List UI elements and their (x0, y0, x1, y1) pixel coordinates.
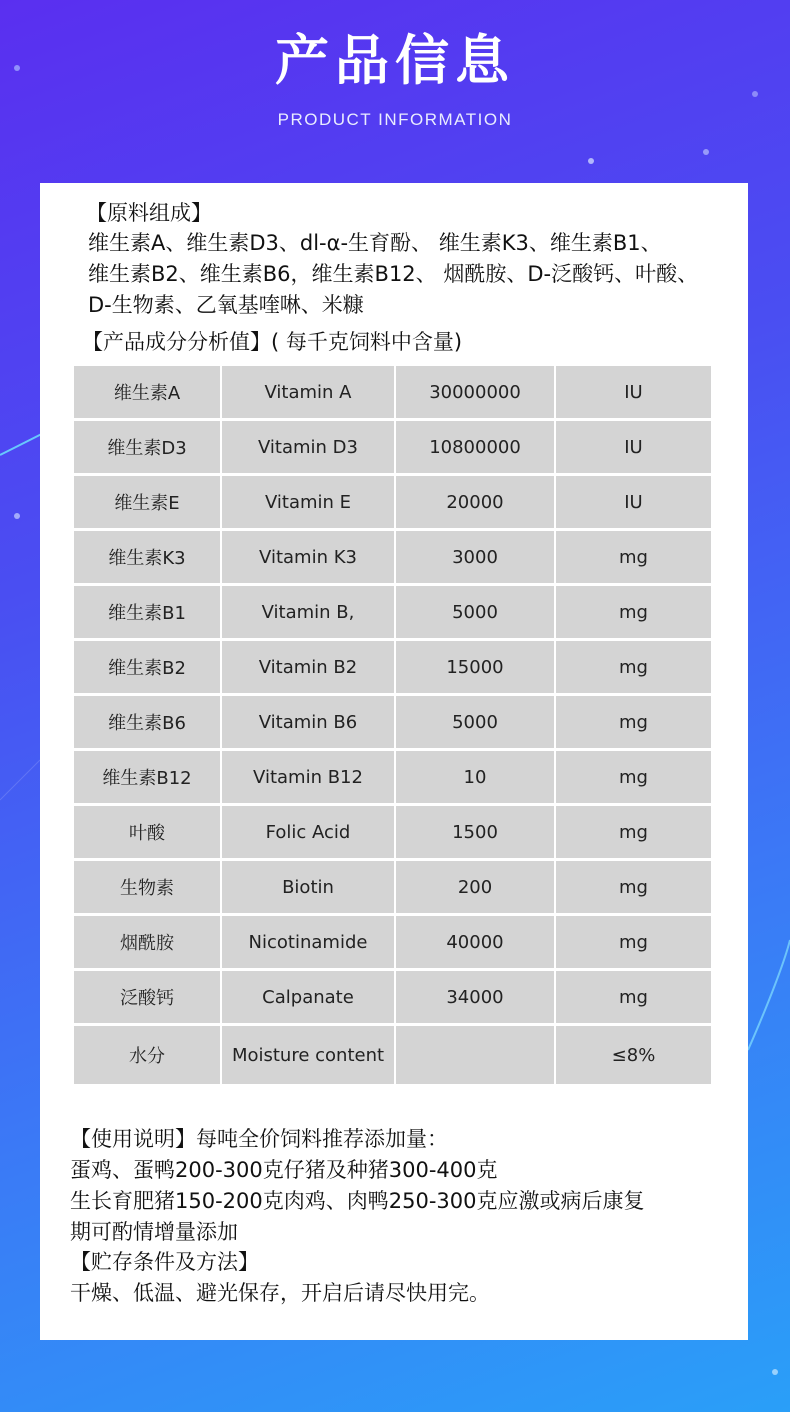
nutrient-value: 3000 (396, 531, 556, 583)
nutrient-value: 200 (396, 861, 556, 913)
nutrient-en-name: Biotin (222, 861, 396, 913)
nutrient-en-name: Calpanate (222, 971, 396, 1023)
nutrient-en-name: Vitamin B, (222, 586, 396, 638)
nutrient-cn-name: 维生素K3 (74, 531, 222, 583)
nutrient-value: 10 (396, 751, 556, 803)
nutrient-cn-name: 烟酰胺 (74, 916, 222, 968)
usage-line: 蛋鸡、蛋鸭200-300克仔猪及种猪300-400克 (70, 1158, 498, 1182)
table-row (74, 751, 711, 803)
table-row (74, 421, 711, 473)
storage-heading: 【贮存条件及方法】 (70, 1250, 259, 1274)
nutrient-cn-name: 泛酸钙 (74, 971, 222, 1023)
composition-heading: 【原料组成】 (86, 201, 212, 225)
nutrient-cn-name: 维生素B2 (74, 641, 222, 693)
nutrient-value: 30000000 (396, 366, 556, 418)
nutrient-unit: IU (556, 366, 711, 418)
nutrient-cn-name: 生物素 (74, 861, 222, 913)
nutrient-value (396, 1026, 556, 1084)
nutrient-unit: mg (556, 751, 711, 803)
nutrient-value: 34000 (396, 971, 556, 1023)
table-row (74, 696, 711, 748)
nutrient-cn-name: 水分 (74, 1026, 222, 1084)
nutrient-unit: ≤8% (556, 1026, 711, 1084)
nutrient-en-name: Folic Acid (222, 806, 396, 858)
usage-line: 期可酌情增量添加 (70, 1220, 238, 1244)
nutrient-cn-name: 维生素D3 (74, 421, 222, 473)
analysis-heading: 【产品成分分析值】( 每千克饲料中含量) (82, 330, 463, 354)
nutrient-cn-name: 维生素B12 (74, 751, 222, 803)
table-row (74, 586, 711, 638)
nutrient-en-name: Vitamin E (222, 476, 396, 528)
nutrient-cn-name: 维生素B1 (74, 586, 222, 638)
nutrient-cn-name: 维生素E (74, 476, 222, 528)
composition-line: 维生素B2、维生素B6，维生素B12、 烟酰胺、D-泛酸钙、叶酸、 (88, 262, 699, 286)
composition-line: 维生素A、维生素D3、dl-α-生育酚、 维生素K3、维生素B1、 (88, 231, 662, 255)
nutrient-unit: mg (556, 806, 711, 858)
nutrient-value: 5000 (396, 586, 556, 638)
nutrient-value: 20000 (396, 476, 556, 528)
nutrient-cn-name: 叶酸 (74, 806, 222, 858)
nutrient-value: 40000 (396, 916, 556, 968)
nutrient-unit: IU (556, 421, 711, 473)
nutrient-en-name: Vitamin B6 (222, 696, 396, 748)
table-row (74, 366, 711, 418)
table-row (74, 916, 711, 968)
nutrient-en-name: Vitamin B12 (222, 751, 396, 803)
nutrient-value: 15000 (396, 641, 556, 693)
table-row (74, 641, 711, 693)
nutrient-table (74, 363, 711, 1087)
nutrient-value: 10800000 (396, 421, 556, 473)
storage-line: 干燥、低温、避光保存，开启后请尽快用完。 (70, 1281, 490, 1305)
nutrient-unit: mg (556, 696, 711, 748)
nutrient-unit: mg (556, 971, 711, 1023)
nutrient-unit: mg (556, 861, 711, 913)
nutrient-en-name: Vitamin B2 (222, 641, 396, 693)
nutrient-unit: IU (556, 476, 711, 528)
nutrient-en-name: Nicotinamide (222, 916, 396, 968)
usage-heading: 【使用说明】每吨全价饲料推荐添加量： (70, 1127, 448, 1151)
nutrient-value: 1500 (396, 806, 556, 858)
table-row (74, 531, 711, 583)
table-row (74, 861, 711, 913)
nutrient-unit: mg (556, 641, 711, 693)
nutrient-en-name: Vitamin A (222, 366, 396, 418)
product-info-card (40, 183, 748, 1340)
nutrient-value: 5000 (396, 696, 556, 748)
nutrient-unit: mg (556, 586, 711, 638)
nutrient-cn-name: 维生素A (74, 366, 222, 418)
table-row (74, 806, 711, 858)
page-subtitle: PRODUCT INFORMATION (277, 110, 513, 129)
nutrient-en-name: Moisture content (222, 1026, 396, 1084)
composition-line: D-生物素、乙氧基喹啉、米糠 (88, 293, 364, 317)
table-row (74, 971, 711, 1023)
page-title: 产品信息 (275, 29, 515, 92)
nutrient-en-name: Vitamin D3 (222, 421, 396, 473)
nutrient-cn-name: 维生素B6 (74, 696, 222, 748)
table-row (74, 476, 711, 528)
table-row (74, 1026, 711, 1084)
usage-line: 生长育肥猪150-200克肉鸡、肉鸭250-300克应激或病后康复 (70, 1189, 645, 1213)
nutrient-en-name: Vitamin K3 (222, 531, 396, 583)
nutrient-unit: mg (556, 916, 711, 968)
nutrient-unit: mg (556, 531, 711, 583)
